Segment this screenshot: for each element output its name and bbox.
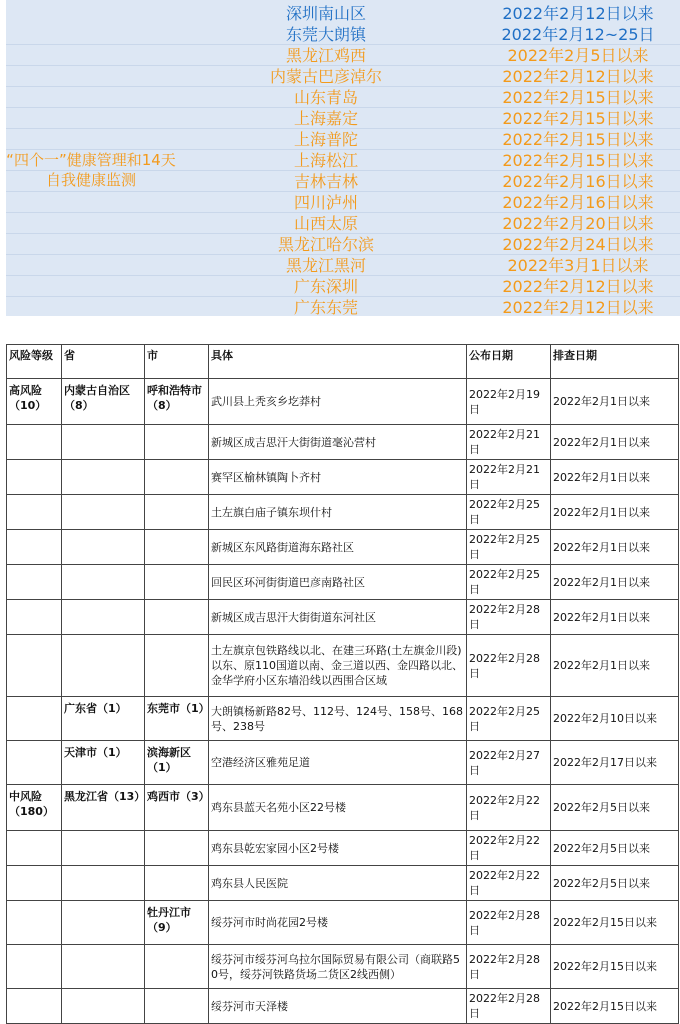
published-date-cell: 2022年2月28日 [467, 635, 551, 697]
header-city: 市 [145, 345, 209, 379]
summary-row [6, 150, 680, 171]
table-row [7, 901, 679, 945]
summary-place: 山东青岛 [293, 88, 358, 107]
risk-level-cell [7, 697, 62, 741]
published-date-cell: 2022年2月25日 [467, 697, 551, 741]
detail-cell: 新城区成吉思汗大街街道毫沁营村 [209, 425, 467, 460]
check-date-cell: 2022年2月15日以来 [551, 901, 679, 945]
city-cell [145, 600, 209, 635]
province-cell [62, 945, 145, 989]
summary-date: 2022年2月16日以来 [502, 193, 654, 212]
table-row [7, 945, 679, 989]
row-divider [6, 107, 680, 108]
table-row [7, 635, 679, 697]
province-cell [62, 530, 145, 565]
row-divider [6, 44, 680, 45]
risk-level-cell [7, 460, 62, 495]
table-row [7, 741, 679, 785]
summary-row [6, 192, 680, 213]
detail-cell: 鸡东县蓝天名苑小区22号楼 [209, 785, 467, 831]
header-risk: 风险等级 [7, 345, 62, 379]
summary-date: 2022年2月12~25日 [501, 25, 655, 44]
summary-place: 黑龙江哈尔滨 [277, 235, 374, 254]
header-province: 省 [62, 345, 145, 379]
detail-cell: 空港经济区雅苑足道 [209, 741, 467, 785]
summary-date: 2022年2月20日以来 [502, 214, 654, 233]
published-date-cell: 2022年2月22日 [467, 866, 551, 901]
province-cell [62, 425, 145, 460]
published-date-cell: 2022年2月27日 [467, 741, 551, 785]
table-row [7, 697, 679, 741]
province-cell: 天津市（1） [62, 741, 145, 785]
province-cell [62, 495, 145, 530]
header-checked: 排查日期 [551, 345, 679, 379]
detail-cell: 新城区东风路街道海东路社区 [209, 530, 467, 565]
published-date-cell: 2022年2月19日 [467, 379, 551, 425]
check-date-cell: 2022年2月15日以来 [551, 945, 679, 989]
detail-cell: 土左旗京包铁路线以北、在建三环路(土左旗金川段)以东、原110国道以南、金三道以西、金四路以北、金华学府小区东墙沿线以西围合区域 [209, 635, 467, 697]
province-cell [62, 989, 145, 1024]
published-date-cell: 2022年2月28日 [467, 989, 551, 1024]
summary-place: 深圳南山区 [285, 4, 366, 23]
province-cell: 广东省（1） [62, 697, 145, 741]
check-date-cell: 2022年2月1日以来 [551, 600, 679, 635]
published-date-cell: 2022年2月28日 [467, 945, 551, 989]
risk-level-cell [7, 945, 62, 989]
summary-date: 2022年2月24日以来 [502, 235, 654, 254]
risk-level-cell [7, 530, 62, 565]
header-detail: 具体 [209, 345, 467, 379]
risk-level-cell: 高风险（10） [7, 379, 62, 425]
risk-level-cell: 中风险（180） [7, 785, 62, 831]
check-date-cell: 2022年2月1日以来 [551, 425, 679, 460]
summary-date: 2022年2月15日以来 [502, 109, 654, 128]
summary-place: 内蒙古巴彦淖尔 [269, 67, 382, 86]
summary-place: 山西太原 [293, 214, 358, 233]
table-row [7, 425, 679, 460]
risk-level-cell [7, 495, 62, 530]
province-cell [62, 901, 145, 945]
summary-date: 2022年2月15日以来 [502, 130, 654, 149]
published-date-cell: 2022年2月21日 [467, 425, 551, 460]
row-divider [6, 65, 680, 66]
summary-place: 上海松江 [293, 151, 358, 170]
row-divider [6, 254, 680, 255]
detail-cell: 土左旗白庙子镇东坝什村 [209, 495, 467, 530]
check-date-cell: 2022年2月10日以来 [551, 697, 679, 741]
city-cell [145, 530, 209, 565]
detail-cell: 大朗镇杨新路82号、112号、124号、158号、168号、238号 [209, 697, 467, 741]
summary-row [6, 129, 680, 150]
summary-place: 四川泸州 [293, 193, 358, 212]
detail-cell: 鸡东县乾宏家园小区2号楼 [209, 831, 467, 866]
check-date-cell: 2022年2月5日以来 [551, 785, 679, 831]
row-divider [6, 275, 680, 276]
detail-cell: 鸡东县人民医院 [209, 866, 467, 901]
summary-row [6, 234, 680, 255]
check-date-cell: 2022年2月1日以来 [551, 460, 679, 495]
risk-level-cell [7, 565, 62, 600]
table-row [7, 495, 679, 530]
summary-row [6, 276, 680, 297]
summary-row [6, 297, 680, 318]
province-cell [62, 866, 145, 901]
summary-place: 吉林吉林 [293, 172, 358, 191]
published-date-cell: 2022年2月25日 [467, 530, 551, 565]
province-cell: 内蒙古自治区（8） [62, 379, 145, 425]
check-date-cell: 2022年2月5日以来 [551, 866, 679, 901]
detail-cell: 新城区成吉思汗大街街道东河社区 [209, 600, 467, 635]
province-cell [62, 600, 145, 635]
summary-place: 黑龙江鸡西 [285, 46, 366, 65]
risk-level-cell [7, 425, 62, 460]
summary-date: 2022年2月12日以来 [502, 4, 654, 23]
row-divider [6, 128, 680, 129]
city-cell: 呼和浩特市（8） [145, 379, 209, 425]
summary-row [6, 3, 680, 24]
summary-date: 2022年2月16日以来 [502, 172, 654, 191]
row-divider [6, 233, 680, 234]
summary-date: 2022年2月12日以来 [502, 67, 654, 86]
table-row [7, 600, 679, 635]
city-cell [145, 945, 209, 989]
city-cell [145, 989, 209, 1024]
published-date-cell: 2022年2月22日 [467, 831, 551, 866]
check-date-cell: 2022年2月5日以来 [551, 831, 679, 866]
table-header-row [7, 345, 679, 379]
monitoring-label: “四个一”健康管理和14天自我健康监测 [6, 151, 176, 189]
row-divider [6, 212, 680, 213]
risk-level-cell [7, 741, 62, 785]
detail-cell: 武川县上秃亥乡圪莽村 [209, 379, 467, 425]
published-date-cell: 2022年2月21日 [467, 460, 551, 495]
summary-row [6, 255, 680, 276]
city-cell [145, 425, 209, 460]
city-cell: 鸡西市（3） [145, 785, 209, 831]
summary-place: 上海嘉定 [293, 109, 358, 128]
summary-date: 2022年2月12日以来 [502, 298, 654, 317]
check-date-cell: 2022年2月1日以来 [551, 635, 679, 697]
city-cell [145, 635, 209, 697]
city-cell: 滨海新区（1） [145, 741, 209, 785]
summary-row [6, 108, 680, 129]
summary-row [6, 213, 680, 234]
header-published: 公布日期 [467, 345, 551, 379]
city-cell [145, 495, 209, 530]
check-date-cell: 2022年2月17日以来 [551, 741, 679, 785]
detail-cell: 绥芬河市时尚花园2号楼 [209, 901, 467, 945]
city-cell [145, 831, 209, 866]
city-cell [145, 565, 209, 600]
summary-date: 2022年2月15日以来 [502, 151, 654, 170]
summary-row [6, 66, 680, 87]
row-divider [6, 170, 680, 171]
published-date-cell: 2022年2月28日 [467, 600, 551, 635]
published-date-cell: 2022年2月28日 [467, 901, 551, 945]
row-divider [6, 296, 680, 297]
province-cell [62, 831, 145, 866]
check-date-cell: 2022年2月1日以来 [551, 530, 679, 565]
table-row [7, 530, 679, 565]
province-cell: 黑龙江省（13） [62, 785, 145, 831]
summary-date: 2022年3月1日以来 [507, 256, 649, 275]
published-date-cell: 2022年2月25日 [467, 495, 551, 530]
risk-level-cell [7, 600, 62, 635]
city-cell [145, 460, 209, 495]
summary-row [6, 171, 680, 192]
city-cell: 东莞市（1） [145, 697, 209, 741]
check-date-cell: 2022年2月15日以来 [551, 989, 679, 1024]
city-cell [145, 866, 209, 901]
risk-level-cell [7, 901, 62, 945]
row-divider [6, 149, 680, 150]
table-row [7, 379, 679, 425]
summary-row [6, 45, 680, 66]
province-cell [62, 460, 145, 495]
table-row [7, 565, 679, 600]
city-cell: 牡丹江市（9） [145, 901, 209, 945]
table-row [7, 831, 679, 866]
summary-date: 2022年2月12日以来 [502, 277, 654, 296]
check-date-cell: 2022年2月1日以来 [551, 495, 679, 530]
risk-level-cell [7, 831, 62, 866]
table-row [7, 460, 679, 495]
summary-place: 黑龙江黑河 [285, 256, 366, 275]
summary-row [6, 87, 680, 108]
risk-level-cell [7, 635, 62, 697]
summary-date: 2022年2月5日以来 [507, 46, 649, 65]
table-row [7, 989, 679, 1024]
province-cell [62, 565, 145, 600]
detail-cell: 绥芬河市绥芬河乌拉尔国际贸易有限公司（商联路50号，绥芬河铁路货场二货区2线西侧） [209, 945, 467, 989]
risk-area-table [6, 344, 679, 1024]
detail-cell: 绥芬河市天泽楼 [209, 989, 467, 1024]
detail-cell: 赛罕区榆林镇陶卜齐村 [209, 460, 467, 495]
table-row [7, 785, 679, 831]
published-date-cell: 2022年2月22日 [467, 785, 551, 831]
check-date-cell: 2022年2月1日以来 [551, 565, 679, 600]
summary-date: 2022年2月15日以来 [502, 88, 654, 107]
risk-level-cell [7, 989, 62, 1024]
summary-row [6, 24, 680, 45]
summary-place: 广东深圳 [293, 277, 358, 296]
summary-place: 上海普陀 [293, 130, 358, 149]
published-date-cell: 2022年2月25日 [467, 565, 551, 600]
risk-level-cell [7, 866, 62, 901]
summary-place: 东莞大朗镇 [285, 25, 366, 44]
province-cell [62, 635, 145, 697]
detail-cell: 回民区环河街街道巴彦南路社区 [209, 565, 467, 600]
summary-place: 广东东莞 [293, 298, 358, 317]
check-date-cell: 2022年2月1日以来 [551, 379, 679, 425]
row-divider [6, 191, 680, 192]
table-row [7, 866, 679, 901]
row-divider [6, 86, 680, 87]
summary-panel [6, 0, 680, 316]
